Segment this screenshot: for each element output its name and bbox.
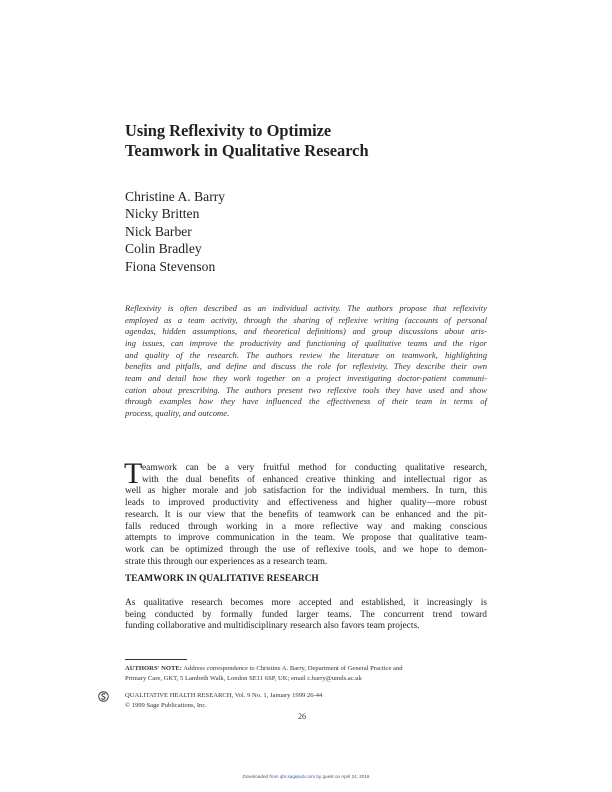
download-link[interactable]: qhr.sagepub.com: [279, 774, 316, 779]
article-title: [125, 121, 505, 161]
section-line: funding collaborative and multidisciplinary research also favors team projects.: [125, 621, 420, 632]
abstract-line: agendas, hidden assumptions, and theoretical definitions) and group discussions about aris-: [125, 326, 487, 337]
section-line: As qualitative research becomes more accepted and established, it increasingly is: [125, 598, 487, 608]
section-paragraph: [125, 598, 487, 633]
abstract-line: team and detail how they work together on a project investigating doctor-patient communi-: [125, 372, 487, 383]
intro-line: falls reduced through working in a more reflective way and making conscious: [125, 521, 487, 532]
abstract-line: process, quality, and outcome.: [125, 407, 230, 418]
download-notice: [0, 774, 612, 779]
authors-note: [125, 664, 487, 683]
abstract-line: ing issues, can improve the productivity and functioning of qualitative teams and the rigor: [125, 337, 487, 348]
author-2: Nicky Britten: [125, 206, 200, 222]
intro-paragraph: [124, 457, 487, 568]
footnote-divider: [125, 659, 187, 660]
authors-note-line-2: Primary Care, GKT, 5 Lambeth Walk, London SE11 6SP, UK; email c.barry@umds.ac.uk: [125, 674, 362, 682]
intro-line: with the dual benefits of enhanced creative thinking and intellectual rigor as: [142, 474, 487, 485]
abstract-line: Reflexivity is often described as an individual activity. The authors propose that reflexivity: [125, 303, 487, 313]
intro-line: work can be optimized through the use of reflexive tools, and we hope to demon-: [125, 544, 487, 555]
journal-line-2: © 1999 Sage Publications, Inc.: [125, 701, 207, 709]
intro-line: leads to improved productivity and effectiveness and higher quality—more robust: [125, 498, 487, 509]
journal-line-1: QUALITATIVE HEALTH RESEARCH, Vol. 9 No. 1, January 1999 26-44: [125, 692, 323, 699]
download-suffix: by guest on April 24, 2016: [315, 774, 370, 779]
author-3: Nick Barber: [125, 223, 192, 239]
authors-note-line-1: [125, 664, 487, 674]
drop-cap: T: [124, 457, 143, 490]
authors-note-label: AUTHORS' NOTE:: [125, 665, 182, 672]
abstract-line: through examples how they have influenced the effectiveness of their team in terms of: [125, 396, 487, 407]
abstract-line: benefits and pitfalls, and define and discuss the role for reflexivity. They describe their own: [125, 361, 487, 372]
intro-line: well as higher morale and job satisfaction for the individual members. In turn, this: [125, 486, 487, 497]
section-line: being conducted by formally funded larger teams. The concurrent trend toward: [125, 609, 487, 620]
intro-line: attempts to improve communication in the team. We propose that qualitative team-: [125, 533, 487, 544]
abstract-line: and quality of the research. The authors review the literature on teamwork, highlighting: [125, 349, 487, 360]
download-prefix: Downloaded from: [242, 774, 280, 779]
author-1: Christine A. Barry: [125, 189, 226, 204]
title-line-1: Using Reflexivity to Optimize: [125, 121, 332, 140]
section-heading: TEAMWORK IN QUALITATIVE RESEARCH: [125, 574, 319, 584]
author-list: [125, 188, 225, 275]
title-line-2: Teamwork in Qualitative Research: [125, 141, 369, 160]
authors-note-text: Address correspondence to Christine A. Barry, Department of General Practice and: [181, 665, 403, 672]
page-number: 26: [298, 712, 306, 721]
publisher-logo-icon: [98, 691, 109, 702]
intro-line: eamwork can be a very fruitful method for conducting qualitative research,: [142, 463, 487, 473]
author-4: Colin Bradley: [125, 241, 202, 257]
intro-line: research. It is our view that the benefits of teamwork can be enhanced and the pit-: [125, 509, 487, 520]
abstract-line: employed as a team activity, through the sharing of reflexive writing (accounts of personal: [125, 314, 487, 325]
abstract-line: cation about prescribing. The authors present two reflexive tools they have used and show: [125, 384, 487, 395]
journal-citation: [125, 691, 322, 710]
intro-line: strate this through our experiences as a research team.: [125, 556, 328, 567]
abstract: [125, 303, 487, 420]
author-5: Fiona Stevenson: [125, 258, 216, 274]
